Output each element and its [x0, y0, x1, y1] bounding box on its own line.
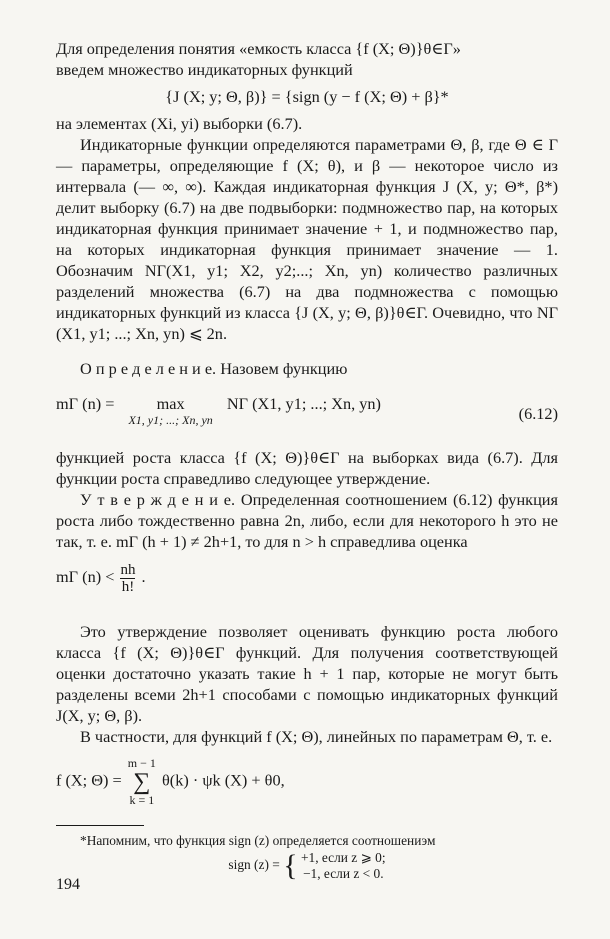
linear-sum-top: m − 1 [127, 756, 156, 770]
linear-formula [56, 757, 558, 807]
eq612-max-sub: X1, y1; ...; Xn, yn [128, 413, 213, 427]
footnote-lhs: sign (z) = [228, 857, 280, 873]
statement-head: У т в е р ж д е н и е. [80, 490, 236, 509]
paragraph-2: Индикаторные функции определяются параметрами Θ, β, где Θ ∈ Γ — параметры, определяющие f (X; θ), и β — некоторое число из интервала (— ∞, ∞). Каждая индикаторная функция J (X, y; Θ*, β*) делит выборку (6.7) на две подвыборки: подмножество пар, на которых индикаторная функция принимает значение + 1, и подмножество пар, на которых индикаторная функция принимает значение — 1. Обозначим NΓ(X1, y1; X2, y2;...; Xn, yn) количество различных разделений множества (6.7) на два подмножества с помощью индикаторных функций из класса {J (X, y; Θ, β)}θ∈Γ. Очевидно, что NΓ (X1, y1; ...; Xn, yn) ⩽ 2n. [56, 135, 558, 343]
linear-rhs: θ(k) · ψk (X) + θ0, [161, 770, 285, 790]
linear-sum [128, 757, 156, 807]
estimate-fraction [120, 562, 135, 595]
definition-line [56, 358, 558, 379]
eq612-number: (6.12) [518, 404, 558, 423]
equation-6-12 [56, 393, 558, 433]
formula-indicator: {J (X; y; Θ, β)} = {sign (y − f (X; Θ) + β}* [165, 87, 449, 106]
intro-indicator-text: введем множество индикаторных функций [56, 60, 353, 79]
eq612-max-op: max [156, 394, 185, 413]
paragraph-4: Это утверждение позволяет оценивать функцию роста любого класса {f (X; Θ)}θ∈Γ функций. Для получения соответствующей оценки достаточно указать такие h + 1 пар, которые не могут быть разделены всеми 2h+1 способами с помощью индикаторных функций J(X, y; Θ, β). [56, 622, 558, 725]
definition-head: О п р е д е л е н и е. [80, 359, 217, 378]
linear-lhs: f (X; Θ) = [56, 770, 122, 790]
definition-text: Назовем функцию [220, 359, 348, 378]
footnote-formula [56, 850, 558, 882]
paragraph-1-line-1: Для определения понятия «емкость класса {f (X; Θ)}θ∈Γ» [56, 39, 461, 58]
paragraph-3: функцией роста класса {f (X; Θ)}θ∈Γ на выборках вида (6.7). Для функции роста справедливо следующее утверждение. [56, 448, 558, 488]
eq612-max [128, 393, 212, 427]
statement-text: Определенная соотношением (6.12) функция роста либо тождественно равна 2n, либо, если для некоторого h это не так, т. е. mΓ (h + 1) ≠ 2h+1, то для n > h справедлива оценка [56, 490, 558, 551]
eq612-lhs: mΓ (n) = [56, 394, 115, 413]
footnote-rule [56, 825, 144, 826]
footnote-brace: { [283, 849, 298, 882]
linear-sum-bottom: k = 1 [129, 793, 155, 807]
linear-sum-sign: ∑ [133, 769, 151, 795]
estimate-denominator: h! [121, 579, 135, 595]
page-number: 194 [56, 876, 80, 893]
paragraph-5: В частности, для функций f (X; Θ), линейных по параметрам Θ, т. е. [80, 727, 553, 746]
page-body [56, 38, 558, 882]
estimate-numerator: nh [120, 562, 136, 578]
estimate-tail: . [141, 567, 146, 587]
footnote-case-1: +1, если z ⩾ 0; [300, 850, 386, 865]
paragraph-1-line-2 [56, 59, 558, 80]
statement-paragraph [56, 489, 558, 552]
estimate-lhs: mΓ (n) < [56, 567, 115, 587]
footnote-cases [301, 850, 386, 882]
estimate-formula [56, 562, 558, 595]
footnote-text: *Напомним, что функция sign (z) определяется соотношениэм [80, 833, 436, 848]
footnote-case-2: −1, если z < 0. [302, 866, 384, 881]
paragraph-1-line-3: на элементах (Xi, yi) выборки (6.7). [56, 114, 303, 133]
eq612-rhs: NΓ (X1, y1; ...; Xn, yn) [226, 394, 381, 413]
